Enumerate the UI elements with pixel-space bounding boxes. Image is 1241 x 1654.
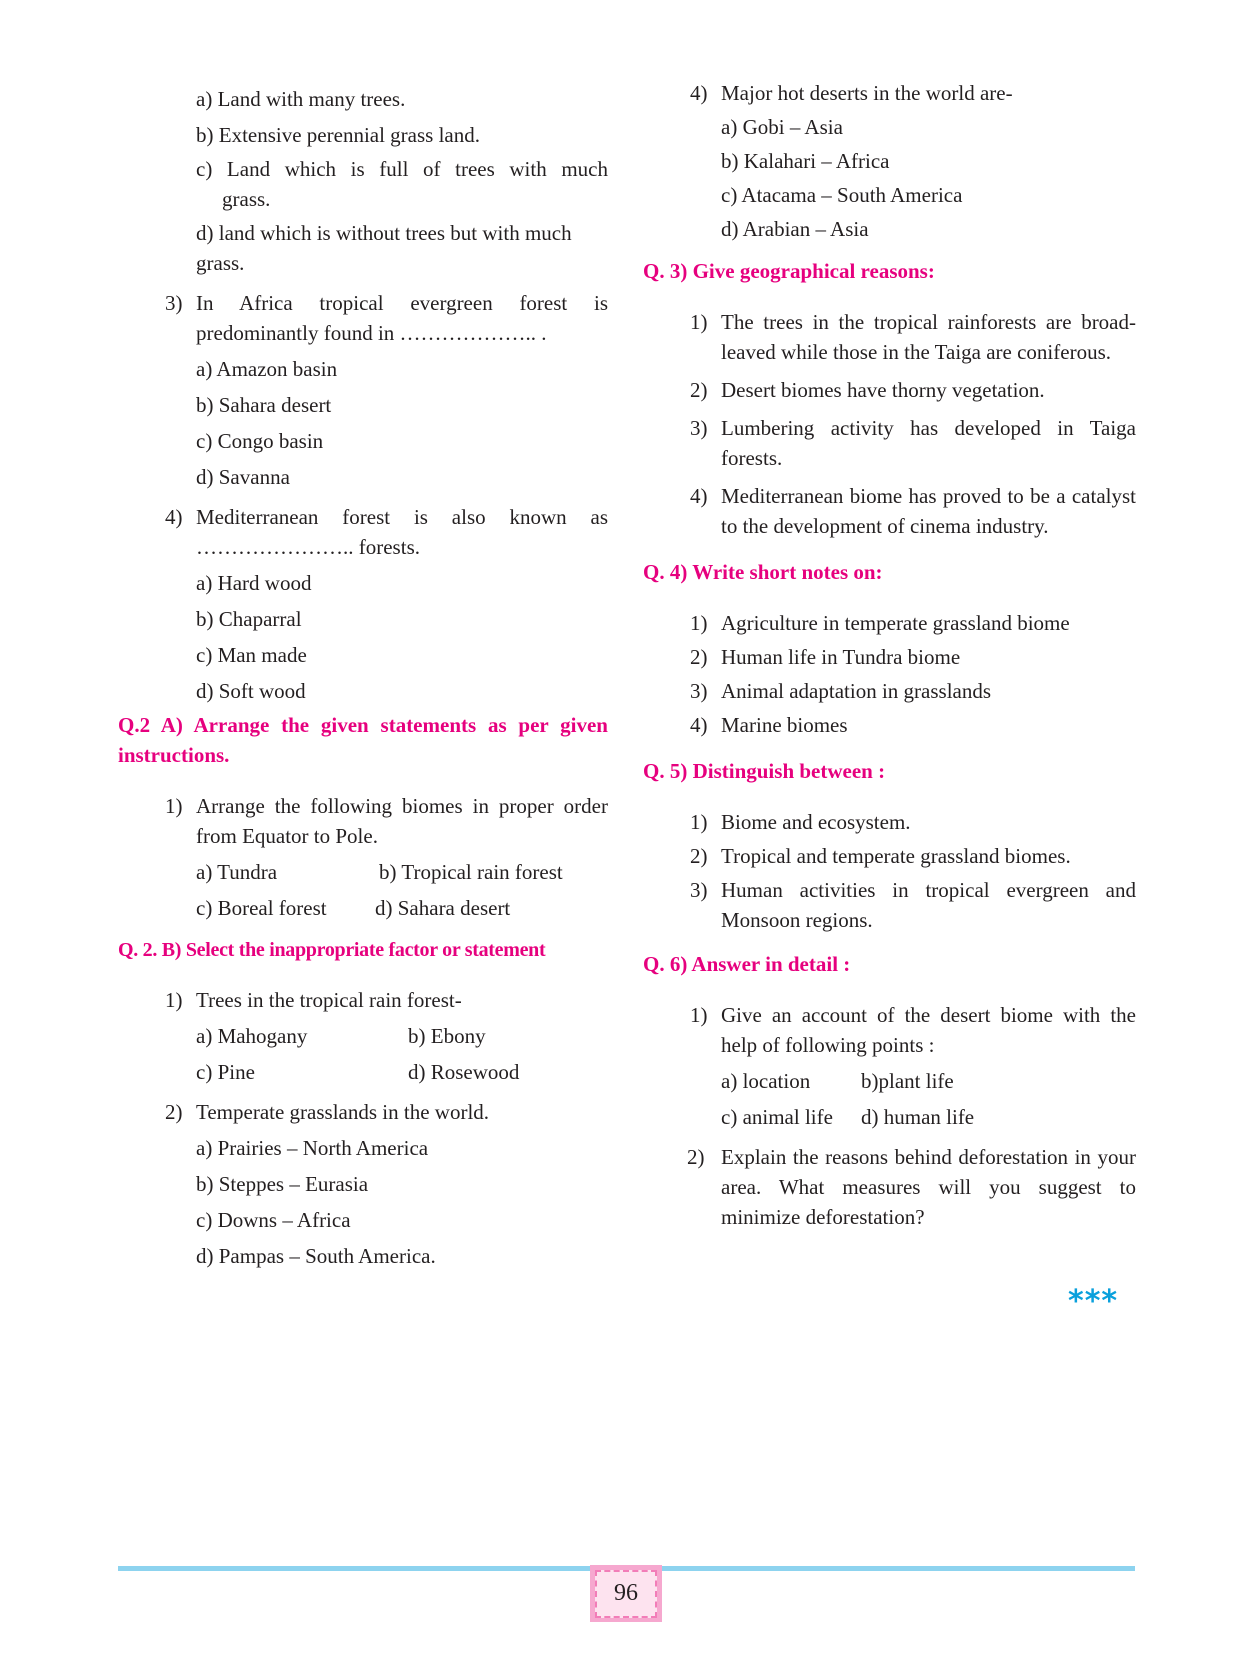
option-c: c) Boreal forest (196, 896, 327, 920)
option-c: c) animal life (721, 1105, 833, 1129)
question-number: 4) (690, 81, 708, 105)
option-b: b) Extensive perennial grass land. (196, 123, 480, 147)
option-b: b) Ebony (408, 1024, 486, 1048)
section-heading-q5: Q. 5) Distinguish between : (643, 759, 886, 783)
option-b: b) Sahara desert (196, 393, 332, 417)
right-column (643, 78, 1136, 1232)
item-number: 3) (690, 416, 708, 440)
option-d: d) Arabian – Asia (721, 217, 869, 241)
item-number: 3) (690, 878, 708, 902)
note-item (643, 608, 1136, 638)
reason-item (643, 375, 1136, 405)
option-a: a) Mahogany (196, 1024, 308, 1048)
question-text: Trees in the tropical rain forest- (196, 988, 462, 1012)
question-text: Mediterranean forest is also known as ………………….. forests. (196, 505, 608, 559)
question-number: 2) (165, 1100, 183, 1124)
item-text: Mediterranean biome has proved to be a catalyst to the development of cinema industry. (721, 484, 1136, 538)
note-item (643, 676, 1136, 706)
question-number: 4) (165, 505, 183, 529)
option-d: d) Savanna (196, 465, 290, 489)
page-number-badge (590, 1565, 662, 1622)
option-row (118, 857, 608, 887)
left-column (118, 78, 608, 1271)
question-item (118, 1097, 608, 1127)
option-d: d) Rosewood (408, 1060, 520, 1084)
question-text: Explain the reasons behind deforestation in your area. What measures will you suggest to minimize deforestation? (721, 1145, 1136, 1229)
item-number: 2) (690, 844, 708, 868)
item-number: 1) (690, 310, 708, 334)
option-c: c) Congo basin (196, 429, 324, 453)
item-number: 2) (690, 645, 708, 669)
option-row (118, 1057, 608, 1087)
question-text: In Africa tropical evergreen forest is predominantly found in ……………….. . (196, 291, 608, 345)
option-a: a) Hard wood (196, 571, 312, 595)
option-a: a) Amazon basin (196, 357, 338, 381)
question-number: 3) (165, 291, 183, 315)
option-d: d) Soft wood (196, 679, 306, 703)
question-text: Give an account of the desert biome with the help of following points : (721, 1003, 1136, 1057)
question-item (118, 791, 608, 851)
option-a: a) Land with many trees. (196, 87, 406, 111)
item-number: 1) (690, 611, 708, 635)
question-text: Major hot deserts in the world are- (721, 81, 1013, 105)
option-c (118, 154, 608, 184)
option-d: d) Pampas – South America. (196, 1244, 436, 1268)
item-text: Lumbering activity has developed in Taiga forests. (721, 416, 1136, 470)
reason-item (643, 413, 1136, 473)
item-text: Marine biomes (721, 713, 848, 737)
question-text: Temperate grasslands in the world. (196, 1100, 490, 1124)
question-number: 2) (687, 1145, 705, 1169)
item-number: 2) (690, 378, 708, 402)
option-b: b) Chaparral (196, 607, 302, 631)
option-d: d) Sahara desert (375, 896, 511, 920)
option-a: a) Gobi – Asia (721, 115, 843, 139)
option-c: c) Man made (196, 643, 307, 667)
note-item (643, 642, 1136, 672)
option-b: b) Tropical rain forest (379, 860, 563, 884)
option-row (643, 1066, 1136, 1096)
distinguish-item (643, 875, 1136, 935)
section-heading-q6: Q. 6) Answer in detail : (643, 952, 851, 976)
section-heading-q2a: Q.2 A) Arrange the given statements as per given instructions. (118, 713, 608, 767)
option-a: a) location (721, 1069, 811, 1093)
question-item (643, 1000, 1136, 1060)
question-item (118, 288, 608, 348)
option-a: a) Tundra (196, 860, 278, 884)
question-item (643, 78, 1136, 108)
option-row (118, 893, 608, 923)
option-row (118, 1021, 608, 1051)
item-number: 4) (690, 484, 708, 508)
item-text: Tropical and temperate grassland biomes. (721, 844, 1071, 868)
question-item (118, 502, 608, 562)
option-c: c) Atacama – South America (721, 183, 963, 207)
page-number: 96 (595, 1570, 657, 1618)
option-d-line1: d) land which is without trees but with much (196, 221, 572, 245)
item-number: 3) (690, 679, 708, 703)
option-c-line1: c) Land which is full of trees with much (196, 157, 608, 181)
question-number: 1) (165, 794, 183, 818)
option-b: b) Steppes – Eurasia (196, 1172, 369, 1196)
question-text: Arrange the following biomes in proper order from Equator to Pole. (196, 794, 608, 848)
item-text: Human activities in tropical evergreen and Monsoon regions. (721, 878, 1136, 932)
option-row (643, 1102, 1136, 1132)
option-c: c) Downs – Africa (196, 1208, 351, 1232)
item-text: Biome and ecosystem. (721, 810, 911, 834)
option-d-line2: grass. (196, 251, 245, 275)
item-text: Agriculture in temperate grassland biome (721, 611, 1070, 635)
option-c: c) Pine (196, 1060, 255, 1084)
section-heading-q2b: Q. 2. B) Select the inappropriate factor or statement (118, 939, 546, 961)
option-b: b)plant life (861, 1069, 954, 1093)
option-b: b) Kalahari – Africa (721, 149, 890, 173)
item-number: 4) (690, 713, 708, 737)
reason-item (643, 307, 1136, 367)
question-item (118, 985, 608, 1015)
item-text: Desert biomes have thorny vegetation. (721, 378, 1045, 402)
section-heading-q3: Q. 3) Give geographical reasons: (643, 259, 935, 283)
question-number: 1) (690, 1003, 708, 1027)
item-text: Animal adaptation in grasslands (721, 679, 992, 703)
option-a: a) Prairies – North America (196, 1136, 429, 1160)
option-d: d) human life (861, 1105, 975, 1129)
option-c-line2: grass. (222, 187, 271, 211)
distinguish-item (643, 807, 1136, 837)
end-mark-stars: *** (1068, 1284, 1119, 1319)
item-text: The trees in the tropical rainforests are broad-leaved while those in the Taiga are coniferous. (721, 310, 1136, 364)
section-heading-q4: Q. 4) Write short notes on: (643, 560, 883, 584)
note-item (643, 710, 1136, 740)
item-text: Human life in Tundra biome (721, 645, 961, 669)
distinguish-item (643, 841, 1136, 871)
question-number: 1) (165, 988, 183, 1012)
question-item (643, 1142, 1136, 1232)
item-number: 1) (690, 810, 708, 834)
reason-item (643, 481, 1136, 541)
